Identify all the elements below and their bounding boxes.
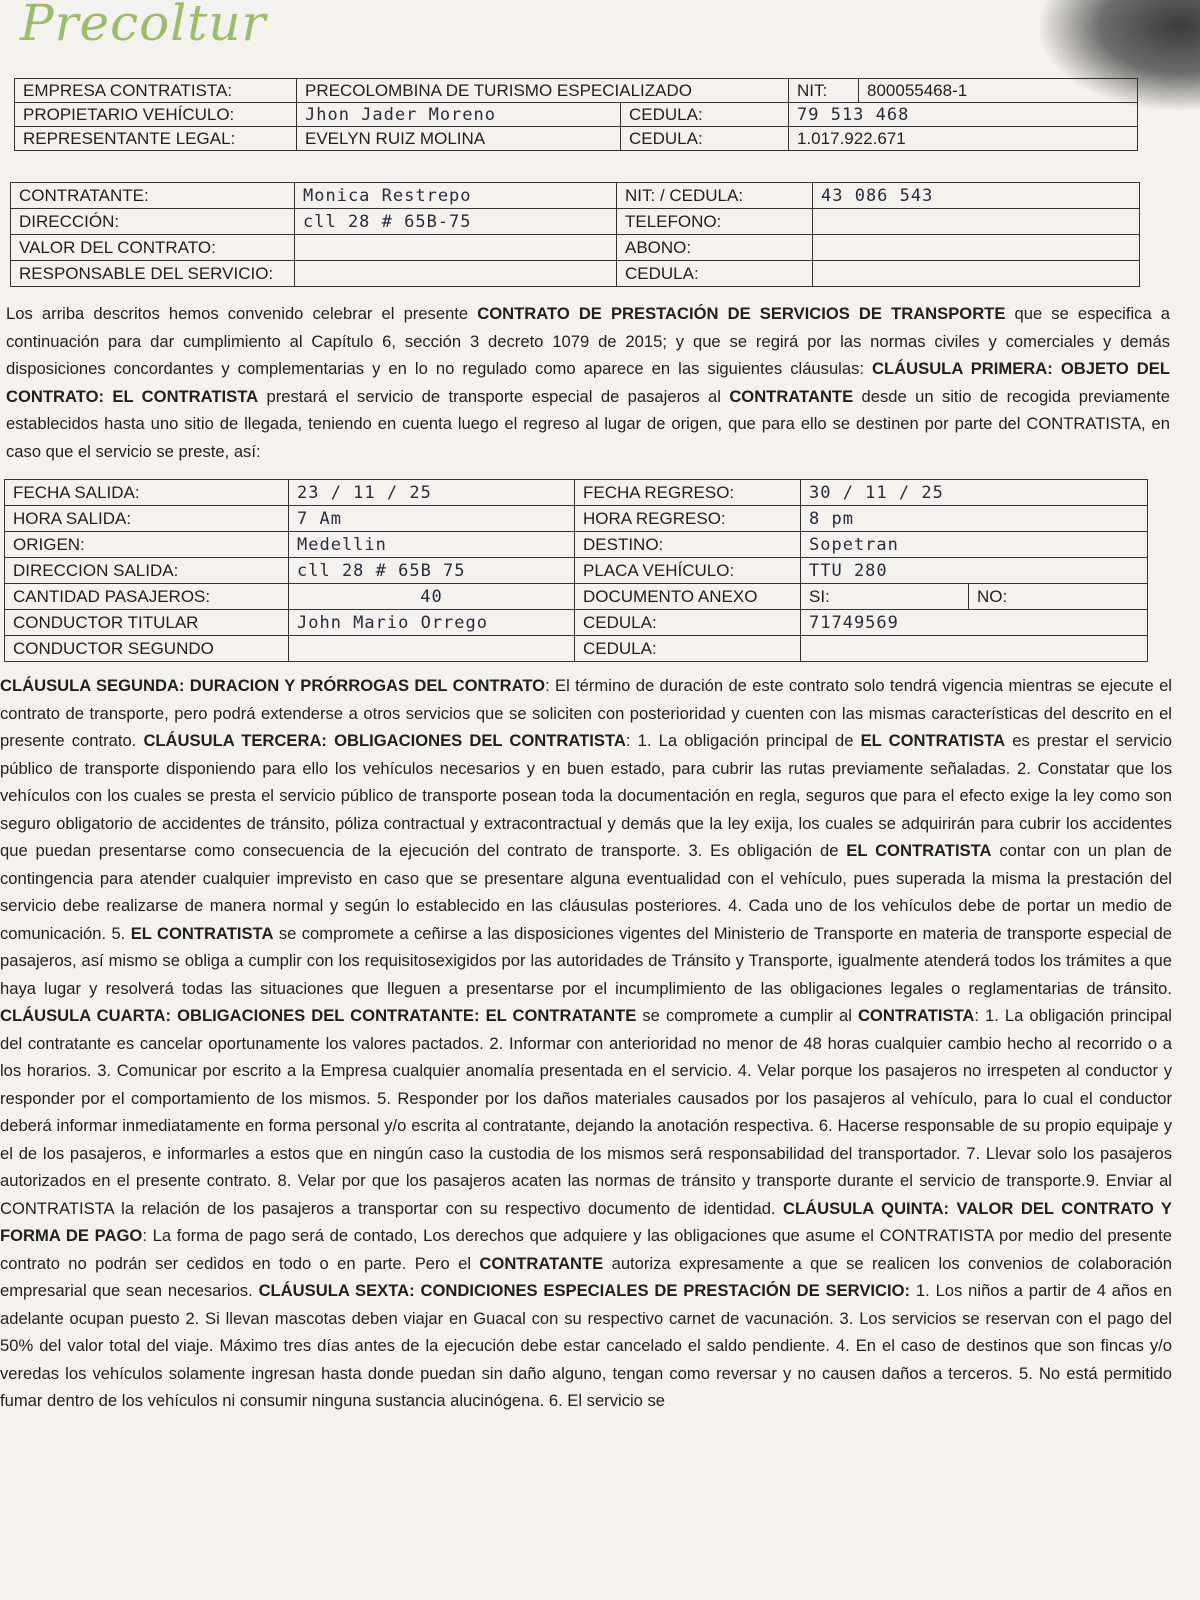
bold-term: CONTRATISTA bbox=[857, 1006, 975, 1025]
client-name: Monica Restrepo bbox=[295, 183, 617, 209]
bold-term: EL CONTRATISTA bbox=[846, 841, 992, 860]
field-label: FECHA REGRESO: bbox=[575, 480, 801, 506]
intro-text: desde un sitio de recogida previamente establecidos hasta uno sitio de llegada, teniendo en cuenta luego el regreso al lugar de origen, que para ello se destinen por parte del CONTRATISTA, en caso que el servicio se preste, así: bbox=[6, 386, 1171, 461]
table-row bbox=[5, 558, 1148, 584]
contract-title: CONTRATO DE PRESTACIÓN DE SERVICIOS DE TRANSPORTE bbox=[477, 304, 1006, 323]
field-label: PLACA VEHÍCULO: bbox=[575, 558, 801, 584]
clause-text: se compromete a ceñirse a las disposiciones vigentes del Ministerio de Transporte en materia de transporte especial de pasajeros, así mismo se obliga a cumplir con los requisitosexigidos por las autoridades de Tránsito y Transporte, igualmente atenderá todos los trámites a que haya lugar y resolverá todas las situaciones que lleguen a presentarse por el incumplimiento de las obligaciones legales o reglamentarias de tránsito. bbox=[0, 923, 1172, 998]
clause-text: se compromete a cumplir al bbox=[636, 1006, 858, 1025]
field-label: ORIGEN: bbox=[5, 532, 289, 558]
field-label: PROPIETARIO VEHÍCULO: bbox=[15, 103, 297, 127]
legal-rep-id: 1.017.922.671 bbox=[789, 127, 1138, 151]
deposit-value bbox=[813, 235, 1140, 261]
table-row bbox=[11, 183, 1140, 209]
bold-term: EL CONTRATISTA bbox=[130, 923, 274, 943]
field-label: DIRECCION SALIDA: bbox=[5, 558, 289, 584]
clause-heading: CLÁUSULA SEXTA: CONDICIONES ESPECIALES DE PRESTACIÓN DE SERVICIO: bbox=[258, 1281, 911, 1300]
clause-heading: CLÁUSULA PRIMERA: OBJETO DEL CONTRATO: EL CONTRATISTA bbox=[6, 359, 1170, 406]
intro-paragraph bbox=[6, 300, 1170, 465]
field-label: VALOR DEL CONTRATO: bbox=[11, 235, 295, 261]
table-row bbox=[11, 235, 1140, 261]
return-date: 30 / 11 / 25 bbox=[801, 480, 1148, 506]
table-row bbox=[5, 610, 1148, 636]
clauses-body bbox=[0, 672, 1172, 1415]
departure-address: cll 28 # 65B 75 bbox=[289, 558, 575, 584]
table-row bbox=[11, 261, 1140, 287]
field-label: CEDULA: bbox=[575, 610, 801, 636]
clause-text: contar con un plan de contingencia para atender cualquier imprevisto en caso que se presentare alguna eventualidad con el vehículo, pues superada la misma la prestación del servicio debe realizarse de manera normal y según lo establecido en las cláusulas posteriores. 4. Cada uno de los vehículos debe de portar un medio de comunicación. 5. bbox=[0, 841, 1172, 943]
owner-name: Jhon Jader Moreno bbox=[297, 103, 621, 127]
field-label: CEDULA: bbox=[575, 636, 801, 662]
annex-no: NO: bbox=[969, 584, 1148, 610]
legal-rep-name: EVELYN RUIZ MOLINA bbox=[297, 127, 621, 151]
table-row bbox=[5, 506, 1148, 532]
passenger-count: 40 bbox=[289, 584, 575, 610]
bold-term: EL CONTRATISTA bbox=[860, 731, 1006, 750]
return-time: 8 pm bbox=[801, 506, 1148, 532]
table-row bbox=[5, 532, 1148, 558]
clause-text: : La forma de pago será de contado, Los derechos que adquiere y las obligaciones que asume el CONTRATISTA por medio del presente contrato no podrán ser cedidos en todo o en parte. Pero el bbox=[0, 1226, 1172, 1273]
nit-value: 800055468-1 bbox=[859, 79, 1138, 103]
client-address: cll 28 # 65B-75 bbox=[295, 209, 617, 235]
clause-text: : 1. La obligación principal de bbox=[625, 731, 861, 750]
field-label: REPRESENTANTE LEGAL: bbox=[15, 127, 297, 151]
clause-text: es prestar el servicio público de transporte disponiendo para ello los vehículos necesarios y en buen estado, para cubrir las rutas previamente señaladas. 2. Constatar que los vehículos con los cuales se presta el servicio público de transporte posean toda la documentación en regla, seguros que para el efecto exige la ley como son seguro obligatorio de accidentes de tránsito, póliza contractual y extracontractual y demás que la ley exija, los cuales se adquirirán para cubrir los accidentes que puedan presentarse como consecuencia de la ejecución del contrato de transporte. 3. Es obligación de bbox=[0, 731, 1172, 860]
origin: Medellin bbox=[289, 532, 575, 558]
vehicle-plate: TTU 280 bbox=[801, 558, 1148, 584]
company-logo: Precoltur bbox=[20, 0, 267, 52]
intro-text: prestará el servicio de transporte especial de pasajeros al bbox=[258, 386, 730, 406]
service-responsible bbox=[295, 261, 617, 287]
client-table bbox=[10, 182, 1140, 287]
field-label: DIRECCIÓN: bbox=[11, 209, 295, 235]
trip-table bbox=[4, 479, 1148, 662]
table-row bbox=[5, 636, 1148, 662]
field-label: CONDUCTOR SEGUNDO bbox=[5, 636, 289, 662]
intro-text: Los arriba descritos hemos convenido celebrar el presente bbox=[6, 304, 478, 323]
client-phone bbox=[813, 209, 1140, 235]
field-label: CANTIDAD PASAJEROS: bbox=[5, 584, 289, 610]
field-label: HORA REGRESO: bbox=[575, 506, 801, 532]
bold-term: CONTRATANTE bbox=[479, 1253, 604, 1273]
table-row bbox=[15, 79, 1138, 103]
field-label: DESTINO: bbox=[575, 532, 801, 558]
clause-text: 1. Los niños a partir de 4 años en adelante ocupan puesto 2. Si llevan mascotas deben viajar en Guacal con su respectivo carnet de vacunación. 3. Los servicios se reservan con el pago del 50% del valor total del viaje. Máximo tres días antes de la ejecución debe estar cancelado el saldo pendiente. 4. En el caso de destinos que son fincas y/o veredas los vehículos solamente ingresan hasta donde puedan sin daño alguno, tengan como reversar y no causen daños a terceros. 5. No está permitido fumar dentro de los vehículos ni consumir ninguna sustancia alucinógena. 6. El servicio se bbox=[0, 1281, 1172, 1410]
table-row bbox=[5, 480, 1148, 506]
clause-heading: CLÁUSULA TERCERA: OBLIGACIONES DEL CONTRATISTA bbox=[143, 731, 626, 750]
destination: Sopetran bbox=[801, 532, 1148, 558]
main-driver-id: 71749569 bbox=[801, 610, 1148, 636]
field-label: CONTRATANTE: bbox=[11, 183, 295, 209]
clause-text: : El término de duración de este contrato solo tendrá vigencia mientras se ejecute el contrato de transporte, pero podrá extenderse a otros servicios que se soliciten con posterioridad y cuenten con las mismas características del descrito en el presente contrato. bbox=[0, 676, 1172, 750]
responsible-id bbox=[813, 261, 1140, 287]
client-id: 43 086 543 bbox=[813, 183, 1140, 209]
departure-date: 23 / 11 / 25 bbox=[289, 480, 575, 506]
bold-term: CONTRATANTE bbox=[729, 386, 854, 406]
field-label: ABONO: bbox=[617, 235, 813, 261]
field-label: HORA SALIDA: bbox=[5, 506, 289, 532]
field-label: RESPONSABLE DEL SERVICIO: bbox=[11, 261, 295, 287]
table-row bbox=[11, 209, 1140, 235]
field-label: EMPRESA CONTRATISTA: bbox=[15, 79, 297, 103]
table-row bbox=[5, 584, 1148, 610]
intro-text: que se especifica a continuación para dar cumplimiento al Capítulo 6, sección 3 decreto 1079 de 2015; y que se regirá por las normas civiles y comerciales y demás disposiciones concordantes y complementarias y en lo no regulado como aparece en las siguientes cláusulas: bbox=[6, 304, 1170, 378]
clause-heading: CLÁUSULA SEGUNDA: DURACION Y PRÓRROGAS DEL CONTRATO bbox=[0, 676, 546, 695]
table-row bbox=[15, 127, 1138, 151]
departure-time: 7 Am bbox=[289, 506, 575, 532]
field-label: NIT: / CEDULA: bbox=[617, 183, 813, 209]
field-label: NIT: bbox=[789, 79, 859, 103]
clause-heading: CLÁUSULA CUARTA: OBLIGACIONES DEL CONTRATANTE: EL CONTRATANTE bbox=[0, 1006, 637, 1025]
second-driver-id bbox=[801, 636, 1148, 662]
main-driver: John Mario Orrego bbox=[289, 610, 575, 636]
field-label: CONDUCTOR TITULAR bbox=[5, 610, 289, 636]
clause-text: : 1. La obligación principal del contratante es cancelar oportunamente los valores pactados. 2. Informar con anterioridad no menor de 48 horas cualquier cambio hecho al recorrido o a los horarios. 3. Comunicar por escrito a la Empresa cualquier anomalía presentada en el servicio. 4. Velar porque los pasajeros no irrespeten al conductor y responder por el comportamiento de los mismos. 5. Responder por los daños materiales causados por los pasajeros al vehículo, para lo cual el conductor deberá informar inmediatamente en forma personal y/o escrita al contratante, dejando la anotación respectiva. 6. Hacerse responsable de su propio equipaje y el de los pasajeros, e informarles a estos que en ningún caso la custodia de los mismos será responsabilidad del transportador. 7. Llevar solo los pasajeros autorizados en el presente contrato. 8. Velar por que los pasajeros acaten las normas de tránsito y transporte durante el servicio de transporte.9. Enviar al CONTRATISTA la relación de los pasajeros a transportar con su respectivo documento de identidad. bbox=[0, 1006, 1172, 1218]
field-label: CEDULA: bbox=[617, 261, 813, 287]
company-table bbox=[14, 78, 1138, 151]
field-label: CEDULA: bbox=[621, 127, 789, 151]
field-label: CEDULA: bbox=[621, 103, 789, 127]
contract-value bbox=[295, 235, 617, 261]
company-name: PRECOLOMBINA DE TURISMO ESPECIALIZADO bbox=[297, 79, 789, 103]
second-driver bbox=[289, 636, 575, 662]
owner-id: 79 513 468 bbox=[789, 103, 1138, 127]
field-label: TELEFONO: bbox=[617, 209, 813, 235]
field-label: DOCUMENTO ANEXO bbox=[575, 584, 801, 610]
table-row bbox=[15, 103, 1138, 127]
annex-yes: SI: bbox=[801, 584, 969, 610]
field-label: FECHA SALIDA: bbox=[5, 480, 289, 506]
clause-text: autoriza expresamente a que se realicen los convenios de colaboración empresarial que sean necesarios. bbox=[0, 1253, 1173, 1300]
clause-heading: CLÁUSULA QUINTA: VALOR DEL CONTRATO Y FORMA DE PAGO bbox=[0, 1198, 1172, 1245]
